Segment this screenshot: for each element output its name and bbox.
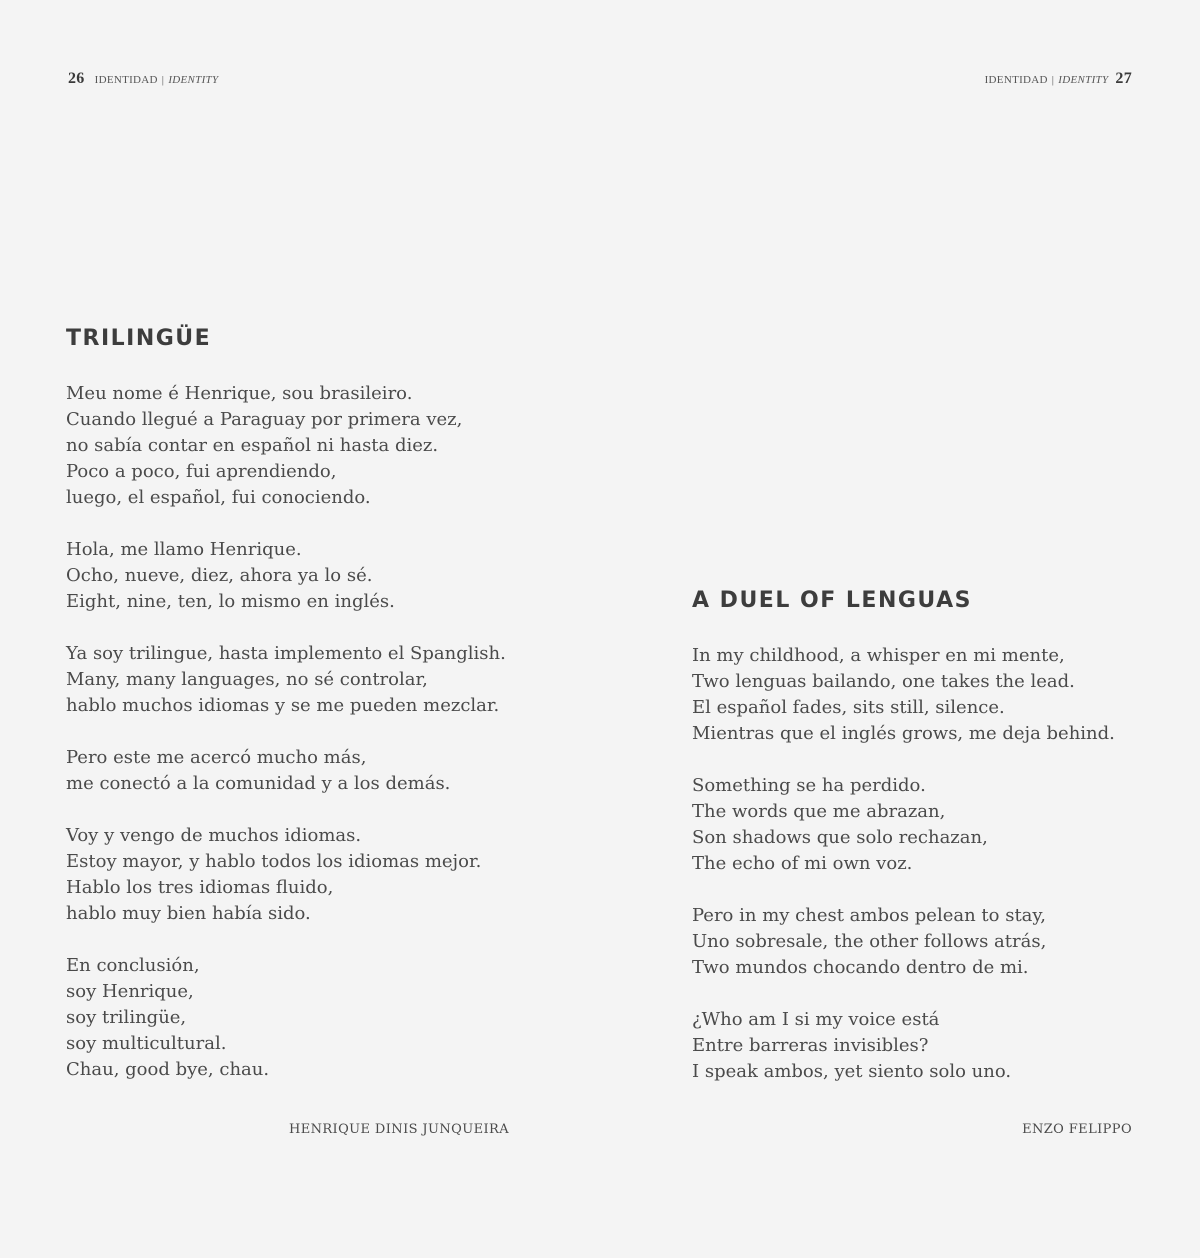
poem-line: In my childhood, a whisper en mi mente,	[692, 645, 1065, 666]
poem-title: A DUEL OF LENGUAS	[692, 588, 972, 613]
poem-line: Hablo los tres idiomas fluido,	[66, 877, 334, 898]
section-title-en: IDENTITY	[1058, 74, 1109, 86]
section-separator: |	[161, 74, 165, 86]
stanza	[692, 903, 1115, 981]
stanza	[66, 537, 506, 615]
poem-line: Meu nome é Henrique, sou brasileiro.	[66, 383, 413, 404]
poem-line: Cuando llegué a Paraguay por primera vez,	[66, 409, 463, 430]
poem-line: no sabía contar en español ni hasta diez.	[66, 435, 439, 456]
poem-line: Uno sobresale, the other follows atrás,	[692, 931, 1047, 952]
poem-line: Pero este me acercó mucho más,	[66, 747, 367, 768]
poem-title: TRILINGÜE	[66, 326, 212, 351]
poem-line: Many, many languages, no sé controlar,	[66, 669, 428, 690]
stanza	[66, 641, 506, 719]
poem-line: Poco a poco, fui aprendiendo,	[66, 461, 337, 482]
poem-line: Something se ha perdido.	[692, 775, 926, 796]
poem-line: luego, el español, fui conociendo.	[66, 487, 371, 508]
stanza	[692, 1007, 1115, 1085]
poem-line: The words que me abrazan,	[692, 801, 946, 822]
poem-author: ENZO FELIPPO	[1022, 1122, 1132, 1137]
section-separator: |	[1051, 74, 1055, 86]
poem-line: Two mundos chocando dentro de mi.	[692, 957, 1029, 978]
poem-author: HENRIQUE DINIS JUNQUEIRA	[288, 1122, 509, 1137]
poem-line: Entre barreras invisibles?	[692, 1035, 929, 1056]
stanza	[66, 953, 506, 1083]
poem-line: soy trilingüe,	[66, 1007, 187, 1028]
poem-line: El español fades, sits still, silence.	[692, 697, 1005, 718]
section-title-es: IDENTIDAD	[984, 74, 1048, 86]
section-title-en: IDENTITY	[168, 74, 219, 86]
left-running-header	[68, 70, 218, 88]
poem-line: soy Henrique,	[66, 981, 194, 1002]
poem-line: I speak ambos, yet siento solo uno.	[692, 1061, 1012, 1082]
stanza	[692, 643, 1115, 747]
section-title-es: IDENTIDAD	[94, 74, 158, 86]
right-running-header	[985, 70, 1132, 88]
page-number: 27	[1115, 70, 1132, 87]
poem-line: Ya soy trilingue, hasta implemento el Spanglish.	[66, 643, 506, 664]
page-number: 26	[68, 70, 85, 87]
poem-line: me conectó a la comunidad y a los demás.	[66, 773, 451, 794]
poem-line: Ocho, nueve, diez, ahora ya lo sé.	[66, 565, 373, 586]
poem-line: Eight, nine, ten, lo mismo en inglés.	[66, 591, 395, 612]
poem-line: En conclusión,	[66, 955, 200, 976]
poem-line: The echo of mi own voz.	[692, 853, 913, 874]
poem-line: ¿Who am I si my voice está	[692, 1009, 940, 1030]
poem-line: Mientras que el inglés grows, me deja behind.	[692, 723, 1115, 744]
poem-line: Chau, good bye, chau.	[66, 1059, 270, 1080]
stanza	[66, 745, 506, 797]
poem-body	[692, 643, 1115, 1085]
stanza	[692, 773, 1115, 877]
poem-line: hablo muy bien había sido.	[66, 903, 311, 924]
stanza	[66, 381, 506, 511]
poem-line: Son shadows que solo rechazan,	[692, 827, 988, 848]
poem-line: soy multicultural.	[66, 1033, 227, 1054]
stanza	[66, 823, 506, 927]
poem-body	[66, 381, 506, 1083]
poem-line: Estoy mayor, y hablo todos los idiomas mejor.	[66, 851, 482, 872]
poem-line: Pero in my chest ambos pelean to stay,	[692, 905, 1046, 926]
right-page	[600, 0, 1200, 1258]
poem-line: hablo muchos idiomas y se me pueden mezclar.	[66, 695, 500, 716]
poem-line: Hola, me llamo Henrique.	[66, 539, 302, 560]
poem-line: Voy y vengo de muchos idiomas.	[66, 825, 362, 846]
poem-line: Two lenguas bailando, one takes the lead.	[692, 671, 1075, 692]
